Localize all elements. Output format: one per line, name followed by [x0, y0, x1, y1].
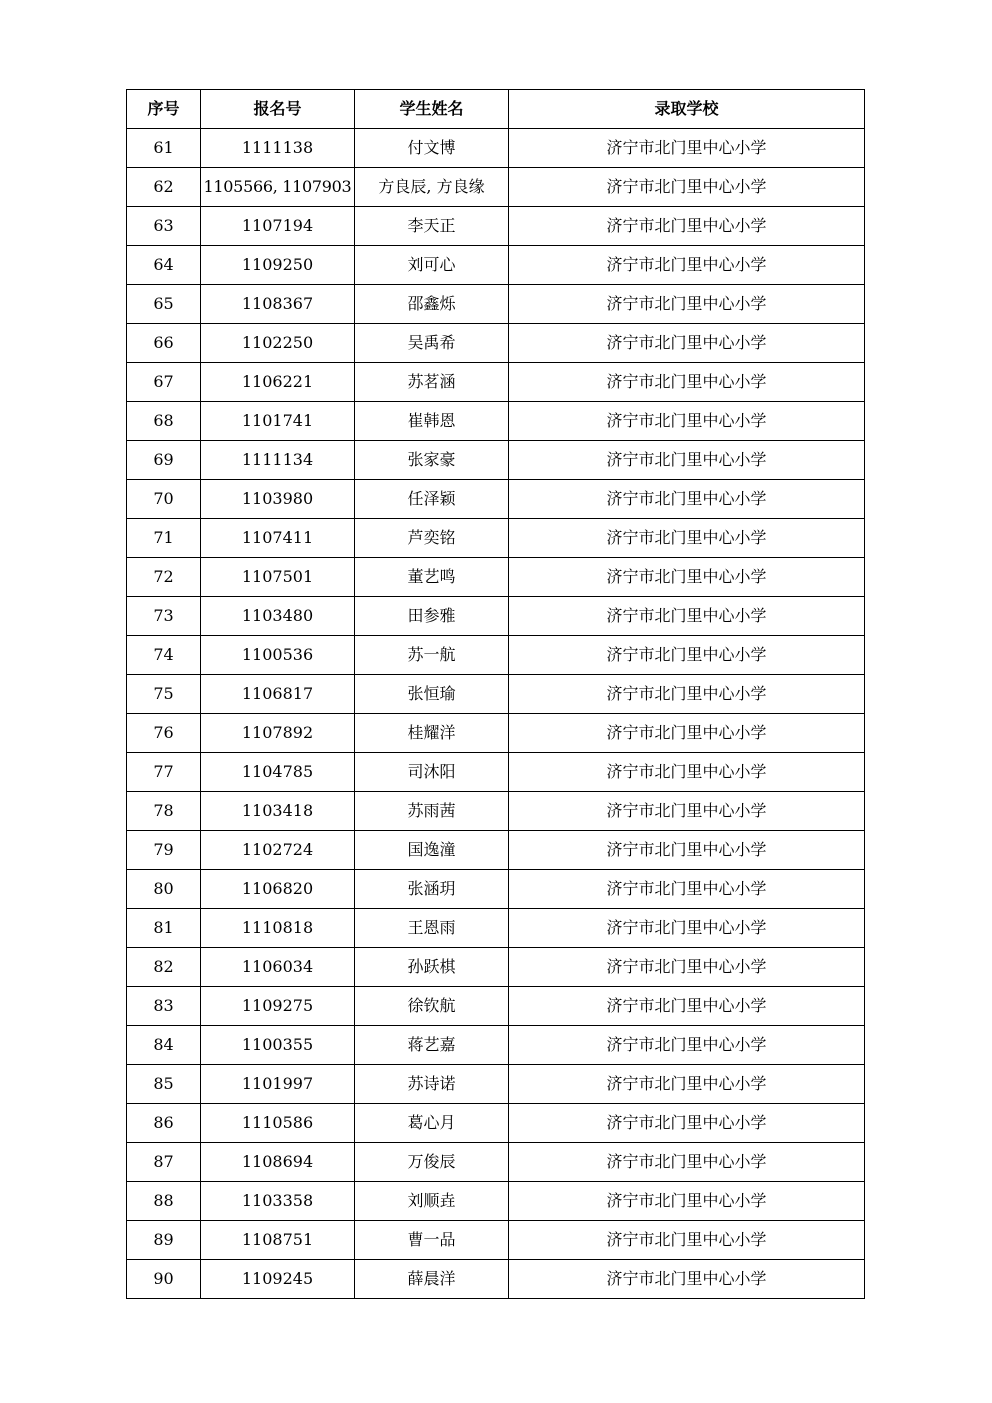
header-seq: 序号 [127, 90, 201, 129]
cell-seq: 75 [127, 675, 201, 714]
cell-school: 济宁市北门里中心小学 [509, 246, 865, 285]
cell-reg-no: 1102724 [201, 831, 355, 870]
admission-table [126, 89, 865, 1299]
cell-reg-no: 1103980 [201, 480, 355, 519]
cell-school: 济宁市北门里中心小学 [509, 831, 865, 870]
cell-student-name: 芦奕铭 [355, 519, 509, 558]
cell-student-name: 徐钦航 [355, 987, 509, 1026]
cell-student-name: 方良辰, 方良缘 [355, 168, 509, 207]
cell-reg-no: 1110586 [201, 1104, 355, 1143]
cell-seq: 78 [127, 792, 201, 831]
cell-seq: 81 [127, 909, 201, 948]
cell-reg-no: 1100536 [201, 636, 355, 675]
cell-school: 济宁市北门里中心小学 [509, 675, 865, 714]
cell-seq: 89 [127, 1221, 201, 1260]
cell-reg-no: 1100355 [201, 1026, 355, 1065]
cell-school: 济宁市北门里中心小学 [509, 753, 865, 792]
cell-reg-no: 1109250 [201, 246, 355, 285]
cell-reg-no: 1111134 [201, 441, 355, 480]
cell-student-name: 付文博 [355, 129, 509, 168]
table-row [127, 324, 865, 363]
cell-student-name: 刘可心 [355, 246, 509, 285]
table-row [127, 714, 865, 753]
cell-student-name: 苏一航 [355, 636, 509, 675]
cell-reg-no: 1106221 [201, 363, 355, 402]
cell-school: 济宁市北门里中心小学 [509, 1104, 865, 1143]
cell-student-name: 司沐阳 [355, 753, 509, 792]
cell-student-name: 邵鑫烁 [355, 285, 509, 324]
table-row [127, 1065, 865, 1104]
cell-seq: 69 [127, 441, 201, 480]
cell-reg-no: 1108751 [201, 1221, 355, 1260]
cell-seq: 72 [127, 558, 201, 597]
table-row [127, 870, 865, 909]
cell-student-name: 孙跃棋 [355, 948, 509, 987]
cell-seq: 80 [127, 870, 201, 909]
table-row [127, 480, 865, 519]
cell-school: 济宁市北门里中心小学 [509, 1260, 865, 1299]
table-body [127, 129, 865, 1299]
cell-reg-no: 1109245 [201, 1260, 355, 1299]
table-row [127, 246, 865, 285]
table-row [127, 363, 865, 402]
cell-seq: 82 [127, 948, 201, 987]
cell-seq: 64 [127, 246, 201, 285]
cell-reg-no: 1106820 [201, 870, 355, 909]
cell-reg-no: 1110818 [201, 909, 355, 948]
cell-student-name: 王恩雨 [355, 909, 509, 948]
cell-student-name: 张恒瑜 [355, 675, 509, 714]
cell-school: 济宁市北门里中心小学 [509, 792, 865, 831]
table-row [127, 1143, 865, 1182]
cell-school: 济宁市北门里中心小学 [509, 285, 865, 324]
cell-reg-no: 1111138 [201, 129, 355, 168]
cell-seq: 71 [127, 519, 201, 558]
table-row [127, 753, 865, 792]
cell-student-name: 任泽颖 [355, 480, 509, 519]
table-row [127, 1104, 865, 1143]
cell-student-name: 薛晨洋 [355, 1260, 509, 1299]
cell-student-name: 国逸潼 [355, 831, 509, 870]
cell-school: 济宁市北门里中心小学 [509, 207, 865, 246]
cell-seq: 73 [127, 597, 201, 636]
cell-school: 济宁市北门里中心小学 [509, 168, 865, 207]
cell-seq: 77 [127, 753, 201, 792]
table-row [127, 207, 865, 246]
table-row [127, 129, 865, 168]
cell-school: 济宁市北门里中心小学 [509, 480, 865, 519]
cell-student-name: 张家豪 [355, 441, 509, 480]
cell-seq: 83 [127, 987, 201, 1026]
cell-school: 济宁市北门里中心小学 [509, 987, 865, 1026]
cell-school: 济宁市北门里中心小学 [509, 1221, 865, 1260]
cell-student-name: 桂耀洋 [355, 714, 509, 753]
table-row [127, 909, 865, 948]
table-row [127, 402, 865, 441]
cell-seq: 79 [127, 831, 201, 870]
cell-reg-no: 1107194 [201, 207, 355, 246]
cell-school: 济宁市北门里中心小学 [509, 558, 865, 597]
table-row [127, 558, 865, 597]
table-row [127, 285, 865, 324]
cell-reg-no: 1101741 [201, 402, 355, 441]
table-header [127, 90, 865, 129]
table-row [127, 597, 865, 636]
header-row [127, 90, 865, 129]
table-row [127, 168, 865, 207]
table-row [127, 792, 865, 831]
cell-school: 济宁市北门里中心小学 [509, 519, 865, 558]
cell-school: 济宁市北门里中心小学 [509, 909, 865, 948]
cell-school: 济宁市北门里中心小学 [509, 402, 865, 441]
table-row [127, 831, 865, 870]
cell-school: 济宁市北门里中心小学 [509, 129, 865, 168]
table-row [127, 441, 865, 480]
cell-reg-no: 1102250 [201, 324, 355, 363]
cell-student-name: 吴禹希 [355, 324, 509, 363]
cell-seq: 87 [127, 1143, 201, 1182]
cell-reg-no: 1106817 [201, 675, 355, 714]
cell-seq: 65 [127, 285, 201, 324]
cell-seq: 61 [127, 129, 201, 168]
cell-school: 济宁市北门里中心小学 [509, 597, 865, 636]
cell-school: 济宁市北门里中心小学 [509, 948, 865, 987]
cell-reg-no: 1107501 [201, 558, 355, 597]
header-reg-no: 报名号 [201, 90, 355, 129]
cell-student-name: 李天正 [355, 207, 509, 246]
cell-school: 济宁市北门里中心小学 [509, 1065, 865, 1104]
cell-seq: 62 [127, 168, 201, 207]
cell-student-name: 葛心月 [355, 1104, 509, 1143]
table-row [127, 1260, 865, 1299]
cell-student-name: 董艺鸣 [355, 558, 509, 597]
cell-reg-no: 1109275 [201, 987, 355, 1026]
cell-seq: 68 [127, 402, 201, 441]
table-row [127, 1026, 865, 1065]
cell-reg-no: 1103480 [201, 597, 355, 636]
table-row [127, 948, 865, 987]
cell-school: 济宁市北门里中心小学 [509, 363, 865, 402]
cell-school: 济宁市北门里中心小学 [509, 1026, 865, 1065]
header-student-name: 学生姓名 [355, 90, 509, 129]
table-row [127, 675, 865, 714]
cell-reg-no: 1108367 [201, 285, 355, 324]
table-row [127, 519, 865, 558]
cell-reg-no: 1106034 [201, 948, 355, 987]
cell-seq: 70 [127, 480, 201, 519]
cell-reg-no: 1103358 [201, 1182, 355, 1221]
cell-school: 济宁市北门里中心小学 [509, 324, 865, 363]
cell-seq: 66 [127, 324, 201, 363]
cell-reg-no: 1105566, 1107903 [201, 168, 355, 207]
cell-seq: 88 [127, 1182, 201, 1221]
cell-student-name: 苏雨茜 [355, 792, 509, 831]
cell-seq: 74 [127, 636, 201, 675]
cell-student-name: 张涵玥 [355, 870, 509, 909]
table-row [127, 987, 865, 1026]
cell-school: 济宁市北门里中心小学 [509, 636, 865, 675]
cell-reg-no: 1104785 [201, 753, 355, 792]
cell-school: 济宁市北门里中心小学 [509, 1143, 865, 1182]
cell-school: 济宁市北门里中心小学 [509, 870, 865, 909]
cell-school: 济宁市北门里中心小学 [509, 714, 865, 753]
header-school: 录取学校 [509, 90, 865, 129]
table-row [127, 1182, 865, 1221]
cell-seq: 86 [127, 1104, 201, 1143]
cell-school: 济宁市北门里中心小学 [509, 441, 865, 480]
cell-seq: 63 [127, 207, 201, 246]
table-row [127, 1221, 865, 1260]
cell-seq: 85 [127, 1065, 201, 1104]
cell-student-name: 苏诗诺 [355, 1065, 509, 1104]
cell-seq: 76 [127, 714, 201, 753]
cell-seq: 90 [127, 1260, 201, 1299]
cell-student-name: 蒋艺嘉 [355, 1026, 509, 1065]
cell-student-name: 田参雅 [355, 597, 509, 636]
cell-student-name: 万俊辰 [355, 1143, 509, 1182]
cell-reg-no: 1108694 [201, 1143, 355, 1182]
cell-reg-no: 1107411 [201, 519, 355, 558]
cell-student-name: 苏茗涵 [355, 363, 509, 402]
cell-reg-no: 1103418 [201, 792, 355, 831]
cell-student-name: 崔韩恩 [355, 402, 509, 441]
cell-school: 济宁市北门里中心小学 [509, 1182, 865, 1221]
cell-seq: 84 [127, 1026, 201, 1065]
cell-student-name: 刘顺垚 [355, 1182, 509, 1221]
table-row [127, 636, 865, 675]
cell-student-name: 曹一品 [355, 1221, 509, 1260]
cell-seq: 67 [127, 363, 201, 402]
cell-reg-no: 1101997 [201, 1065, 355, 1104]
cell-reg-no: 1107892 [201, 714, 355, 753]
